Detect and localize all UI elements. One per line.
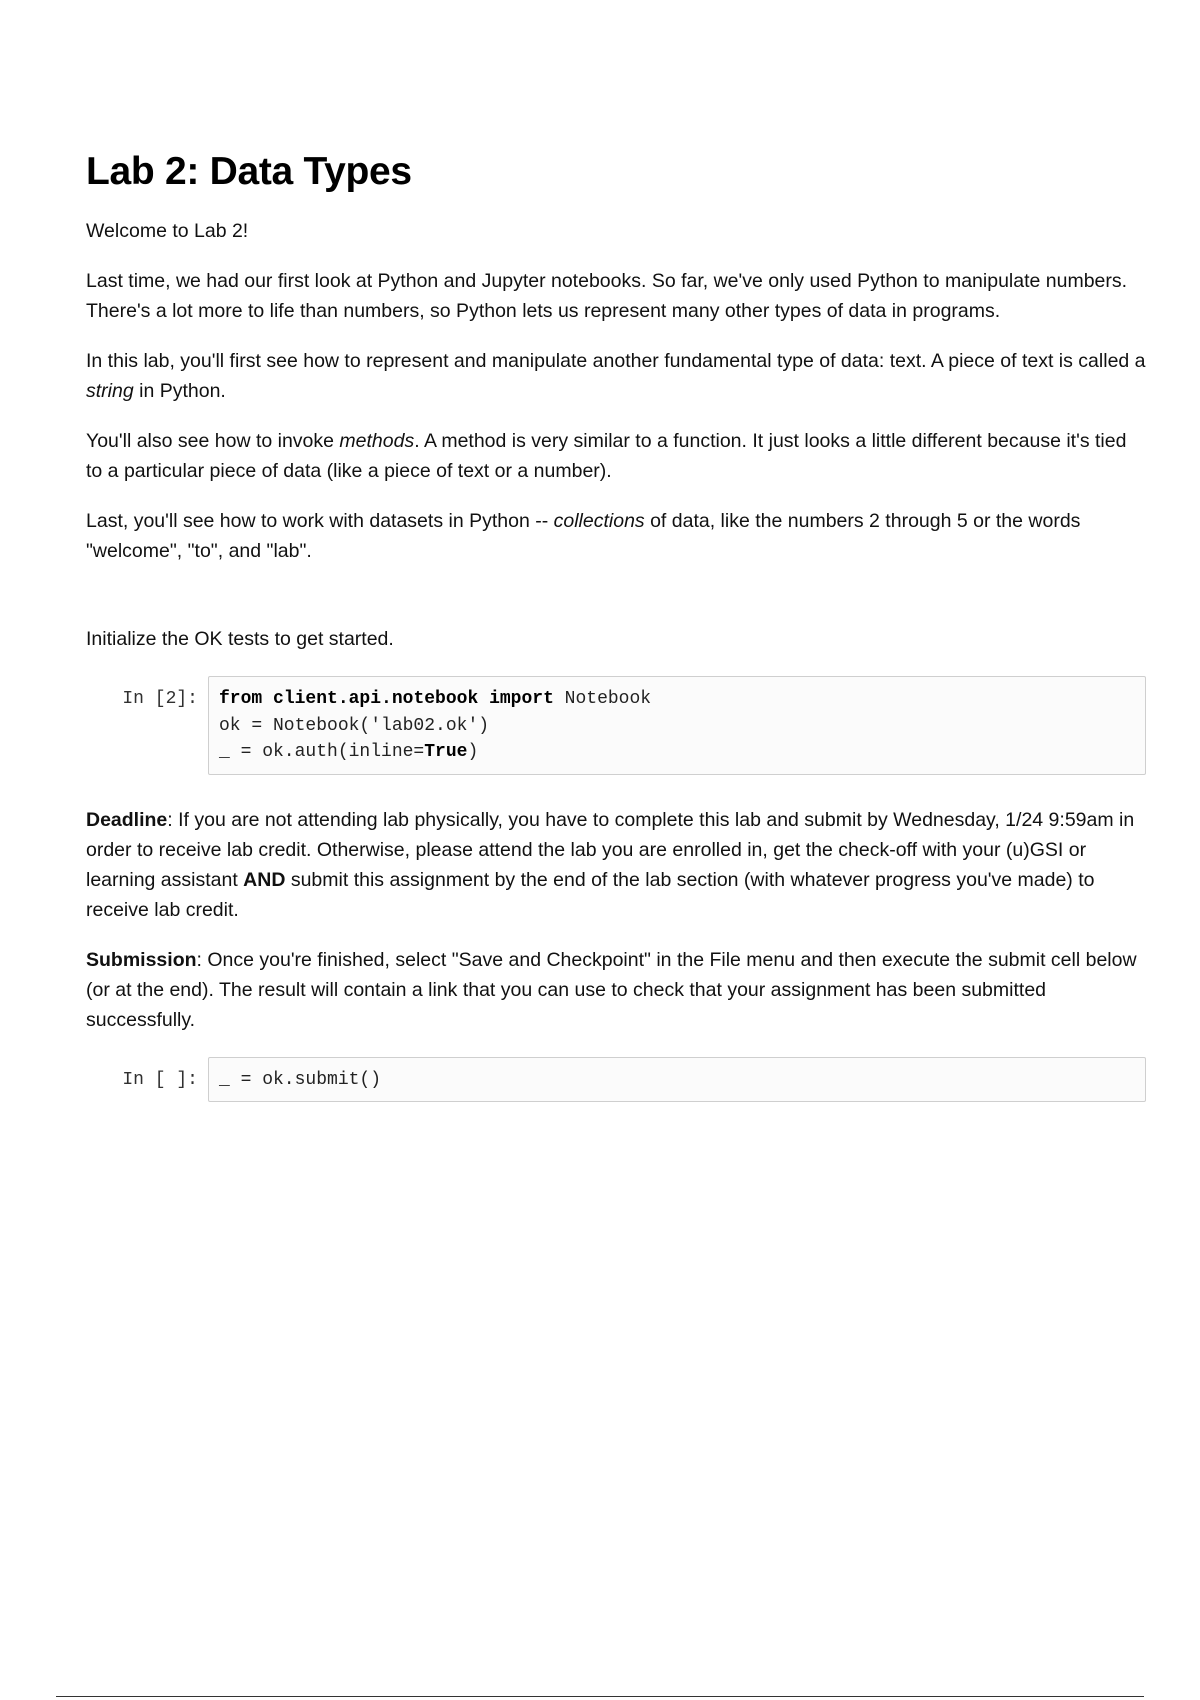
intro-paragraph-2: In this lab, you'll first see how to represent and manipulate another fundamental type of data: text. A piece of text is called a string in Python. [86,350,1146,402]
cell-prompt: In [2]: [122,689,198,709]
init-instructions: Initialize the OK tests to get started. [86,628,394,650]
intro-paragraph-4: Last, you'll see how to work with datasets in Python -- collections of data, like the numbers 2 through 5 or the words "welcome", "to", and "lab". [86,510,1081,562]
string-term: string [86,380,134,402]
intro-paragraph-1: Last time, we had our first look at Python and Jupyter notebooks. So far, we've only used Python to manipulate numbers. There's a lot more to life than numbers, so Python lets us represent many other types of data in programs. [86,270,1128,322]
methods-term: methods [339,430,415,452]
welcome-text: Welcome to Lab 2! [86,220,249,242]
code-editor[interactable]: from client.api.notebook import Notebook ok = Notebook('lab02.ok') _ = ok.auth(inline=True) [208,676,1146,775]
page-divider [56,1696,1144,1697]
deadline-label: Deadline [86,808,168,831]
collections-term: collections [553,510,645,532]
cell-prompt: In [ ]: [122,1069,198,1090]
deadline-paragraph: Deadline: If you are not attending lab physically, you have to complete this lab and submit by Wednesday, 1/24 9:59am in order to receive lab credit. Otherwise, please attend the lab you are enrolled in, get the check-off with your (u)GSI or learning assistant AND submit this assignment by the end of the lab section (with whatever progress you've made) to receive lab credit. [86,808,1135,921]
intro-paragraph-3: You'll also see how to invoke methods. A method is very similar to a function. It just looks a little different because it's tied to a particular piece of data (like a piece of text or a number). [86,430,1127,482]
code-cell-init [86,676,1146,775]
code-cell-submit [86,1057,1146,1103]
submission-label: Submission [86,948,197,971]
notebook-page [86,150,1146,1132]
page-title: Lab 2: Data Types [86,150,412,193]
submission-paragraph: Submission: Once you're finished, select "Save and Checkpoint" in the File menu and then execute the submit cell below (or at the end). The result will contain a link that you can use to check that your assignment has been submitted successfully. [86,948,1137,1031]
code-editor[interactable]: _ = ok.submit() [208,1057,1146,1103]
